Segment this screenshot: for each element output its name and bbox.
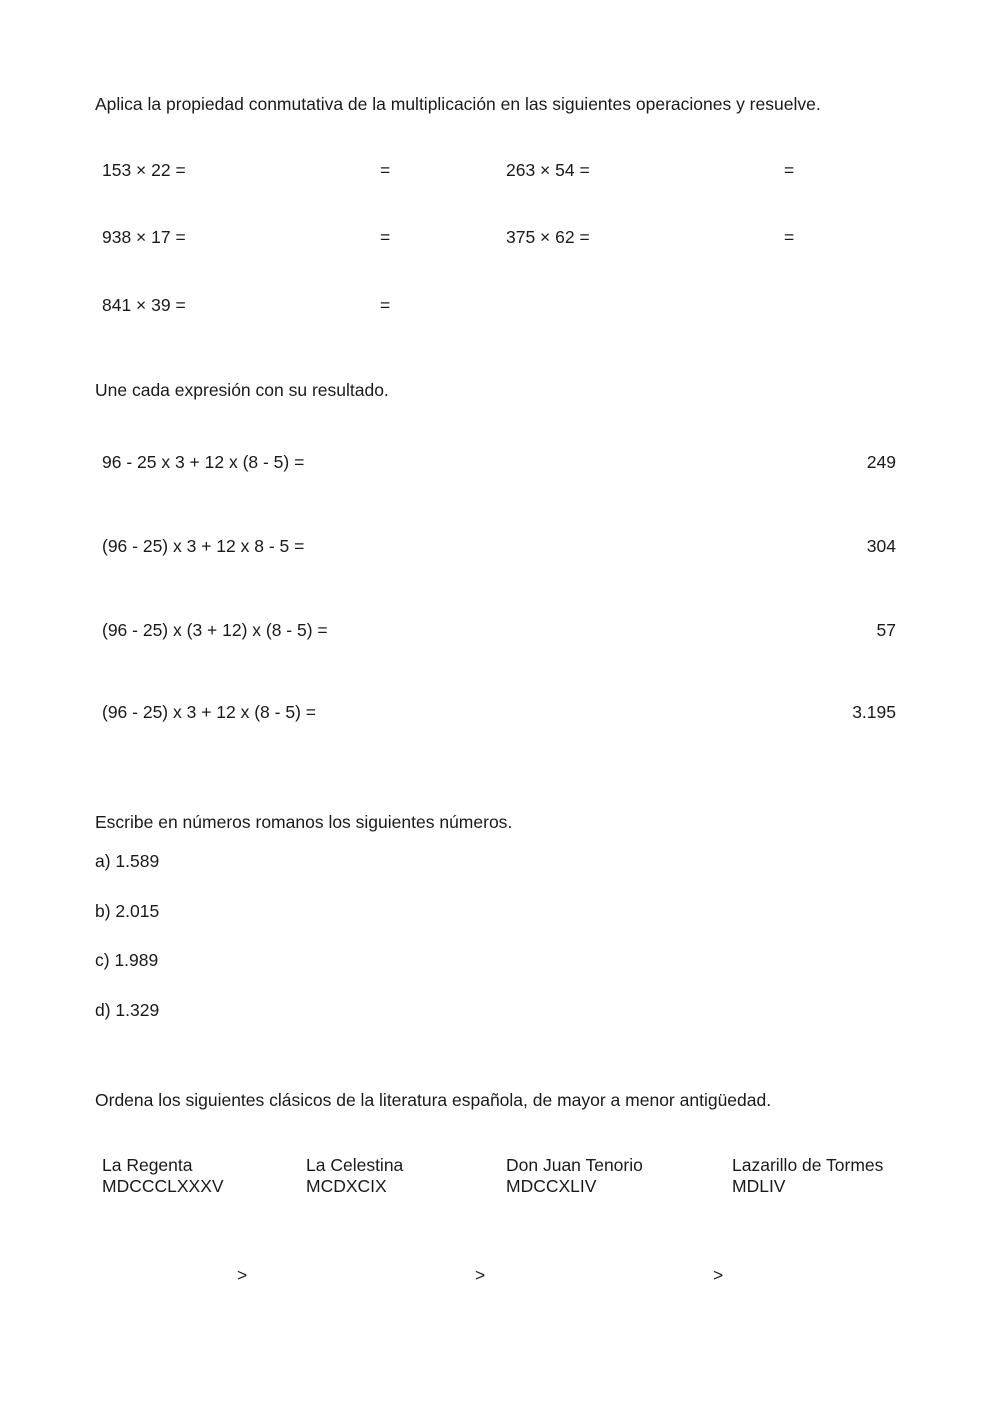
greater-than-sign: > (475, 1265, 486, 1285)
result-3[interactable]: 57 (876, 620, 896, 640)
roman-item-d: d) 1.329 (95, 1000, 160, 1020)
book-title: Don Juan Tenorio (506, 1155, 643, 1175)
multiplication-2: 263 × 54 = (506, 160, 590, 180)
multiplication-5: 841 × 39 = (102, 295, 186, 315)
book-title: La Regenta (102, 1155, 193, 1175)
equals-sign: = (380, 295, 391, 315)
instruction-order: Ordena los siguientes clásicos de la literatura española, de mayor a menor antigüedad. (95, 1090, 772, 1110)
equals-sign: = (380, 160, 391, 180)
instruction-roman: Escribe en números romanos los siguientes números. (95, 812, 513, 832)
instruction-commutative: Aplica la propiedad conmutativa de la multiplicación en las siguientes operaciones y resuelve. (95, 94, 821, 114)
multiplication-1: 153 × 22 = (102, 160, 186, 180)
instruction-match: Une cada expresión con su resultado. (95, 380, 389, 400)
expression-4[interactable]: (96 - 25) x 3 + 12 x (8 - 5) = (102, 702, 316, 722)
book-title: Lazarillo de Tormes (732, 1155, 884, 1175)
expression-3[interactable]: (96 - 25) x (3 + 12) x (8 - 5) = (102, 620, 328, 640)
equals-sign: = (784, 160, 795, 180)
roman-item-c: c) 1.989 (95, 950, 159, 970)
greater-than-sign: > (713, 1265, 724, 1285)
book-year: MDCCXLIV (506, 1176, 597, 1196)
expression-2[interactable]: (96 - 25) x 3 + 12 x 8 - 5 = (102, 536, 305, 556)
equals-sign: = (784, 227, 795, 247)
result-1[interactable]: 249 (866, 452, 896, 472)
multiplication-3: 938 × 17 = (102, 227, 186, 247)
roman-item-a: a) 1.589 (95, 851, 160, 871)
greater-than-sign: > (237, 1265, 248, 1285)
result-4[interactable]: 3.195 (852, 702, 896, 722)
expression-1[interactable]: 96 - 25 x 3 + 12 x (8 - 5) = (102, 452, 305, 472)
roman-item-b: b) 2.015 (95, 901, 160, 921)
multiplication-4: 375 × 62 = (506, 227, 590, 247)
book-year: MCDXCIX (306, 1176, 387, 1196)
book-year: MDCCCLXXXV (102, 1176, 224, 1196)
book-year: MDLIV (732, 1176, 786, 1196)
equals-sign: = (380, 227, 391, 247)
book-title: La Celestina (306, 1155, 404, 1175)
result-2[interactable]: 304 (866, 536, 896, 556)
